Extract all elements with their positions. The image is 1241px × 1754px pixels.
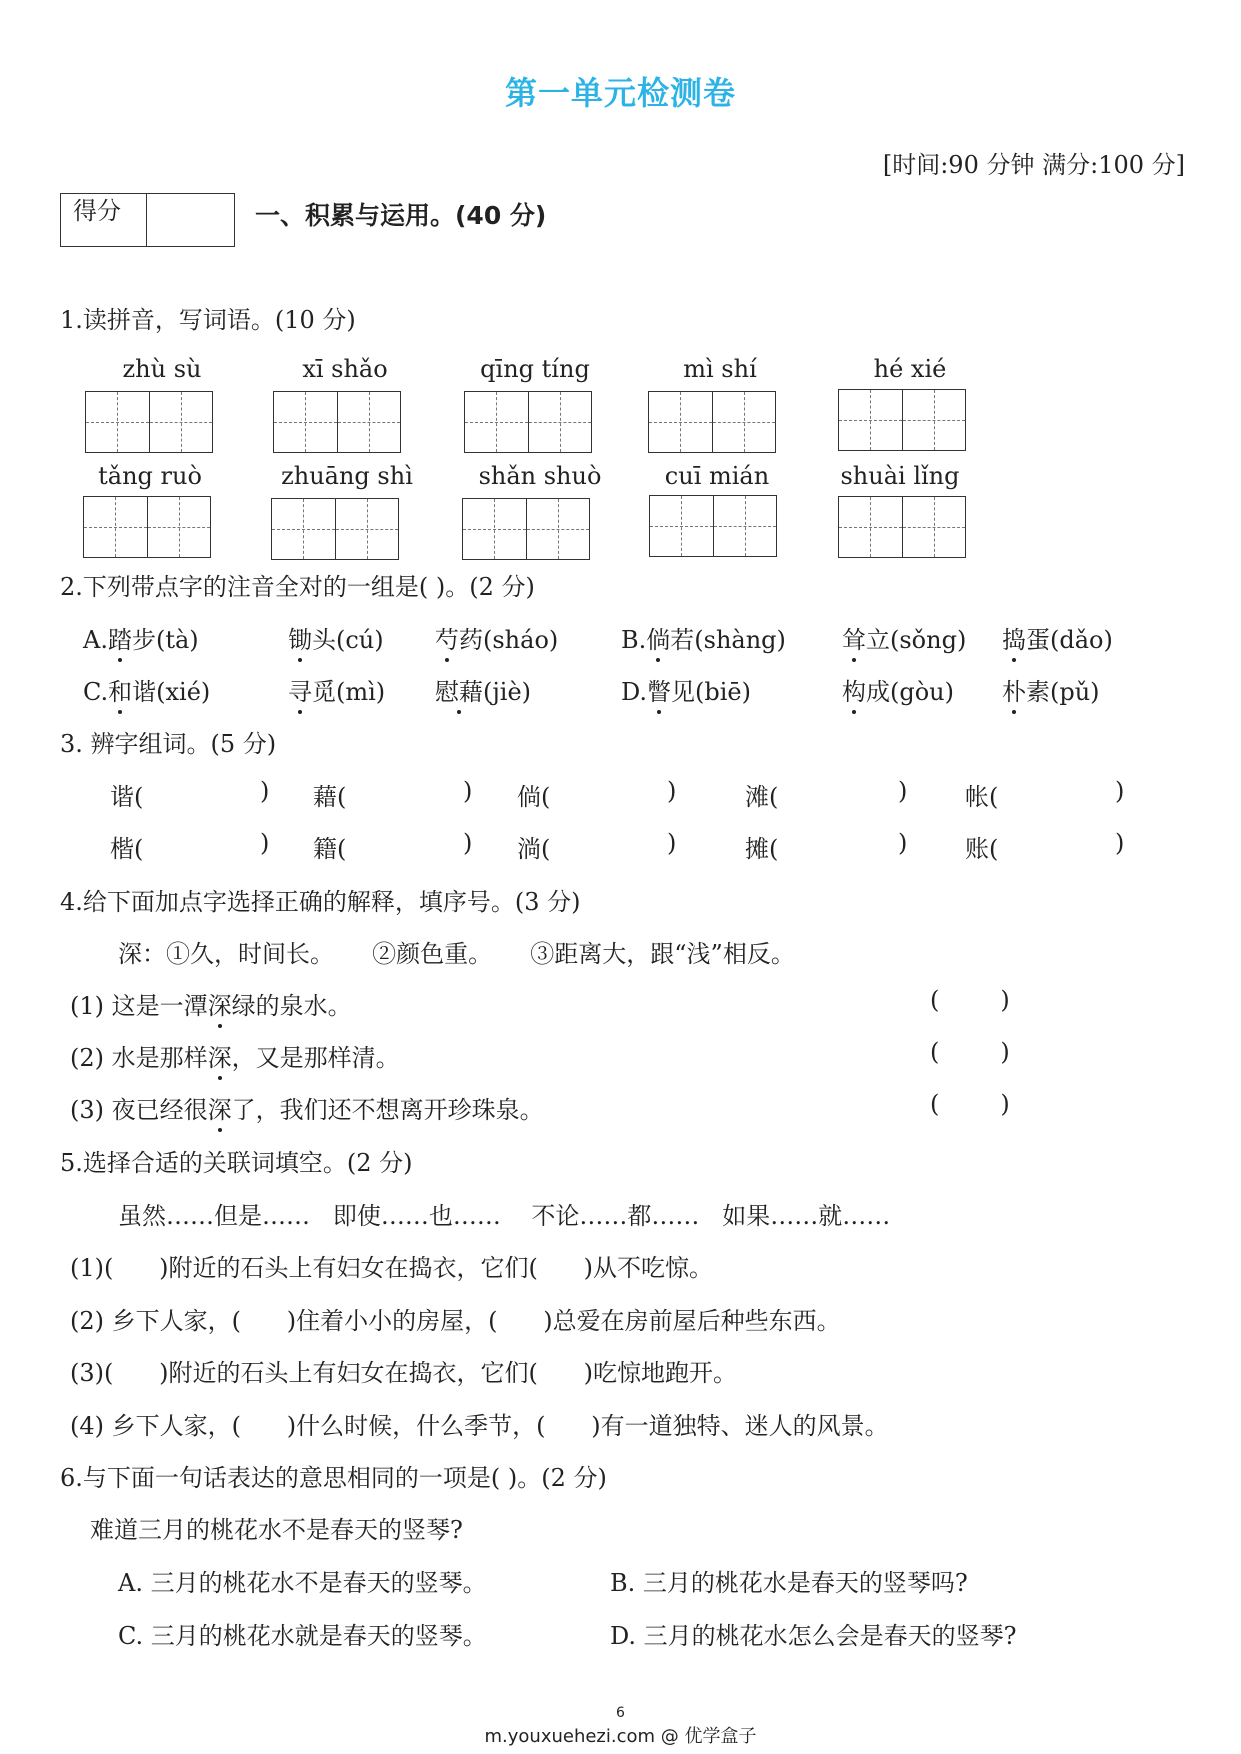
pinyin: zhù sù [122,355,202,383]
q5-title: 5.选择合适的关联词填空。(2 分) [60,1149,413,1177]
score-box [60,193,235,247]
writing-grid[interactable] [85,391,213,453]
q3-item: 帐( [965,783,999,811]
q3-close: ) [260,777,270,805]
q3-close: ) [898,829,908,857]
q2-option-d-word2: 构成(gòu) [842,672,954,707]
q2-title: 2.下列带点字的注音全对的一组是( )。(2 分) [60,573,535,601]
q2-option-c-word2: 寻觅(mì) [288,672,385,707]
q6-option-b: B. 三月的桃花水是春天的竖琴吗? [610,1569,968,1597]
q4-sentence-1: (1) 这是一潭深绿的泉水。 [70,986,352,1021]
q2-option-b-word2: 耸立(sǒng) [842,620,966,655]
q6-sentence: 难道三月的桃花水不是春天的竖琴? [90,1516,463,1544]
q2-option-b-word3: 捣蛋(dǎo) [1002,620,1113,655]
pinyin: tǎng ruò [98,462,202,490]
q2-option-d-word3: 朴素(pǔ) [1002,672,1100,707]
writing-grid[interactable] [838,389,966,451]
q5-sentence-4: (4) 乡下人家，( )什么时候，什么季节，( )有一道独特、迷人的风景。 [70,1412,889,1440]
q3-item: 籍( [313,835,347,863]
q5-sentence-3: (3)( )附近的石头上有妇女在捣衣，它们( )吃惊地跑开。 [70,1359,737,1387]
writing-grid[interactable] [83,496,211,558]
writing-grid[interactable] [462,498,590,560]
q3-close: ) [463,829,473,857]
writing-grid[interactable] [649,495,777,557]
pinyin: shǎn shuò [478,462,602,490]
writing-grid[interactable] [648,391,776,453]
page-title: 第一单元检测卷 [504,74,736,112]
answer-paren[interactable]: ( ) [930,986,1010,1014]
writing-grid[interactable] [271,498,399,560]
time-score-info: [时间:90 分钟 满分:100 分] [882,151,1185,179]
writing-grid[interactable] [273,391,401,453]
pinyin: xī shǎo [302,355,388,383]
writing-grid[interactable] [464,391,592,453]
pinyin: mì shí [683,355,757,383]
writing-grid[interactable] [838,496,966,558]
section-1-heading: 一、积累与运用。(40 分) [255,201,547,230]
q2-option-c: C.和谐(xié) [83,672,210,707]
q3-item: 倘( [517,783,551,811]
q3-item: 摊( [745,835,779,863]
q6-option-d: D. 三月的桃花水怎么会是春天的竖琴? [610,1622,1017,1650]
footer-watermark: m.youxuehezi.com @ 优学盒子 [484,1726,757,1747]
pinyin: qīng tíng [480,355,590,383]
q3-close: ) [898,777,908,805]
pinyin: shuài lǐng [840,462,960,490]
q3-item: 淌( [517,835,551,863]
page-number: 6 [616,1705,625,1721]
q3-title: 3. 辨字组词。(5 分) [60,730,277,758]
q2-option-a: A.踏步(tà) [83,620,199,655]
q3-close: ) [463,777,473,805]
q3-item: 账( [965,835,999,863]
q6-title: 6.与下面一句话表达的意思相同的一项是( )。(2 分) [60,1464,607,1492]
q3-close: ) [667,777,677,805]
q2-option-a-word2: 锄头(cú) [288,620,384,655]
q3-item: 楷( [110,835,144,863]
q3-item: 谐( [110,783,144,811]
pinyin: cuī mián [664,462,770,490]
score-label: 得分 [61,194,147,246]
pinyin: hé xié [873,355,947,383]
q2-option-c-word3: 慰藉(jiè) [435,672,531,707]
q4-sentence-2: (2) 水是那样深，又是那样清。 [70,1038,400,1073]
q3-item: 滩( [745,783,779,811]
score-blank[interactable] [147,194,234,246]
q3-close: ) [667,829,677,857]
q5-options: 虽然……但是…… 即使……也…… 不论……都…… 如果……就…… [118,1202,891,1230]
q6-option-a: A. 三月的桃花水不是春天的竖琴。 [118,1569,487,1597]
q4-title: 4.给下面加点字选择正确的解释，填序号。(3 分) [60,888,581,916]
q3-close: ) [260,829,270,857]
q4-sentence-3: (3) 夜已经很深了，我们还不想离开珍珠泉。 [70,1090,544,1125]
pinyin: zhuāng shì [281,462,413,490]
q5-sentence-1: (1)( )附近的石头上有妇女在捣衣，它们( )从不吃惊。 [70,1254,713,1282]
q3-close: ) [1115,777,1125,805]
q5-sentence-2: (2) 乡下人家，( )住着小小的房屋，( )总爱在房前屋后种些东西。 [70,1307,841,1335]
q3-close: ) [1115,829,1125,857]
q4-definition: 深：①久，时间长。 ②颜色重。 ③距离大，跟“浅”相反。 [118,940,795,968]
q2-option-d: D.瞥见(biē) [621,672,751,707]
q2-option-b: B.倘若(shàng) [621,620,786,655]
answer-paren[interactable]: ( ) [930,1090,1010,1118]
q1-title: 1.读拼音，写词语。(10 分) [60,306,356,334]
answer-paren[interactable]: ( ) [930,1038,1010,1066]
q6-option-c: C. 三月的桃花水就是春天的竖琴。 [118,1622,487,1650]
q3-item: 藉( [313,783,347,811]
q2-option-a-word3: 芍药(sháo) [435,620,558,655]
